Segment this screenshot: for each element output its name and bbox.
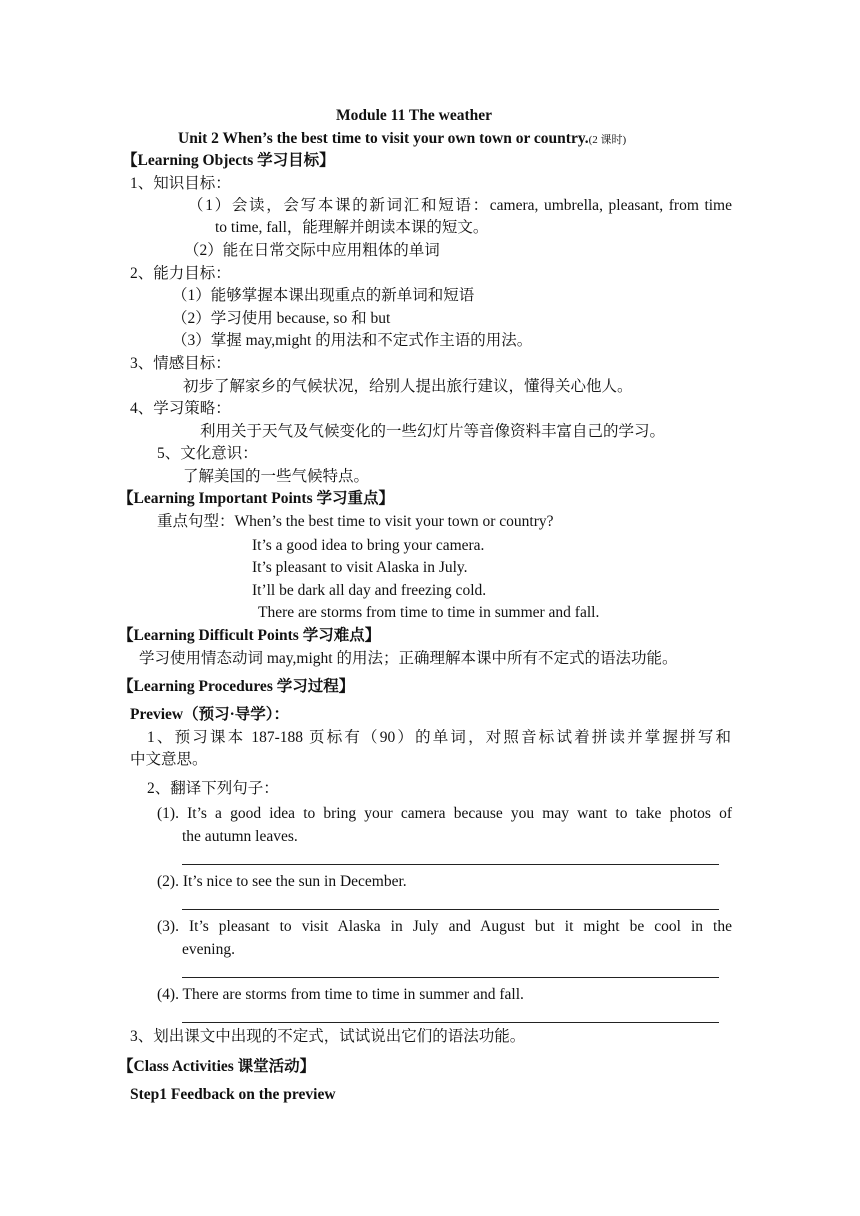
knowledge-label: 1、知识目标： — [130, 175, 231, 192]
ability-label: 2、能力目标： — [130, 265, 231, 282]
important-sentence-5: There are storms from time to time in summer and fall. — [258, 604, 600, 621]
translate-item-1-cont: the autumn leaves. — [182, 828, 298, 845]
translate-item-3: (3). It’s pleasant to visit Alaska in July and August but it might be cool in the — [157, 918, 732, 935]
preview-task-1-cont: 中文意思。 — [130, 751, 208, 768]
translate-item-4: (4). There are storms from time to time in summer and fall. — [157, 986, 524, 1003]
difficult-heading: 【Learning Difficult Points 学习难点】 — [118, 627, 381, 644]
emotion-label: 3、情感目标： — [130, 355, 231, 372]
preview-task-2: 2、翻译下列句子： — [147, 780, 279, 797]
culture-text: 了解美国的一些气候特点。 — [183, 468, 370, 485]
preview-heading: Preview（预习·导学）： — [130, 706, 289, 723]
preview-task-1: 1、预习课本 187-188 页标有（90）的单词，对照音标试着拼读并掌握拼写和 — [147, 729, 731, 746]
important-label: 重点句型： — [157, 513, 235, 530]
page-title: Module 11 The weather — [336, 107, 492, 124]
important-heading: 【Learning Important Points 学习重点】 — [118, 490, 394, 507]
page-subtitle — [178, 129, 626, 150]
important-sentence-2: It’s a good idea to bring your camera. — [252, 537, 485, 554]
answer-line-3[interactable] — [182, 977, 719, 978]
ability-item-1: （1）能够掌握本课出现重点的新单词和短语 — [172, 287, 475, 304]
translate-item-3-cont: evening. — [182, 941, 235, 958]
difficult-text: 学习使用情态动词 may,might 的用法；正确理解本课中所有不定式的语法功能。 — [139, 650, 678, 667]
objectives-heading: 【Learning Objects 学习目标】 — [122, 152, 335, 169]
translate-item-2: (2). It’s nice to see the sun in December. — [157, 873, 407, 890]
knowledge-item-1-cont: to time, fall，能理解并朗读本课的短文。 — [215, 219, 489, 236]
important-sentence-4: It’ll be dark all day and freezing cold. — [252, 582, 487, 599]
important-sentence-3: It’s pleasant to visit Alaska in July. — [252, 559, 468, 576]
important-sentence-1-text: When’s the best time to visit your town or country? — [234, 513, 554, 530]
translate-item-1: (1). It’s a good idea to bring your camera because you may want to take photos of — [157, 805, 732, 822]
procedures-heading: 【Learning Procedures 学习过程】 — [118, 678, 355, 695]
subtitle-text: Unit 2 When’s the best time to visit your own town or country. — [178, 130, 589, 147]
ability-item-3: （3）掌握 may,might 的用法和不定式作主语的用法。 — [172, 332, 533, 349]
important-sentence-1 — [157, 512, 554, 532]
activities-heading: 【Class Activities 课堂活动】 — [118, 1058, 316, 1075]
answer-line-2[interactable] — [182, 909, 719, 910]
knowledge-item-1: （1）会读，会写本课的新词汇和短语：camera, umbrella, pleasant, from time — [188, 197, 732, 214]
subtitle-note: (2 课时) — [588, 134, 627, 146]
activities-step-1: Step1 Feedback on the preview — [130, 1086, 336, 1103]
answer-line-4[interactable] — [182, 1022, 719, 1023]
strategy-label: 4、学习策略： — [130, 400, 231, 417]
answer-line-1[interactable] — [182, 864, 719, 865]
knowledge-item-2: （2）能在日常交际中应用粗体的单词 — [184, 242, 440, 259]
emotion-text: 初步了解家乡的气候状况，给别人提出旅行建议，懂得关心他人。 — [183, 378, 633, 395]
culture-label: 5、文化意识： — [157, 445, 258, 462]
preview-task-3: 3、划出课文中出现的不定式，试试说出它们的语法功能。 — [130, 1028, 526, 1045]
ability-item-2: （2）学习使用 because, so 和 but — [172, 310, 391, 327]
strategy-text: 利用关于天气及气候变化的一些幻灯片等音像资料丰富自己的学习。 — [200, 423, 666, 440]
